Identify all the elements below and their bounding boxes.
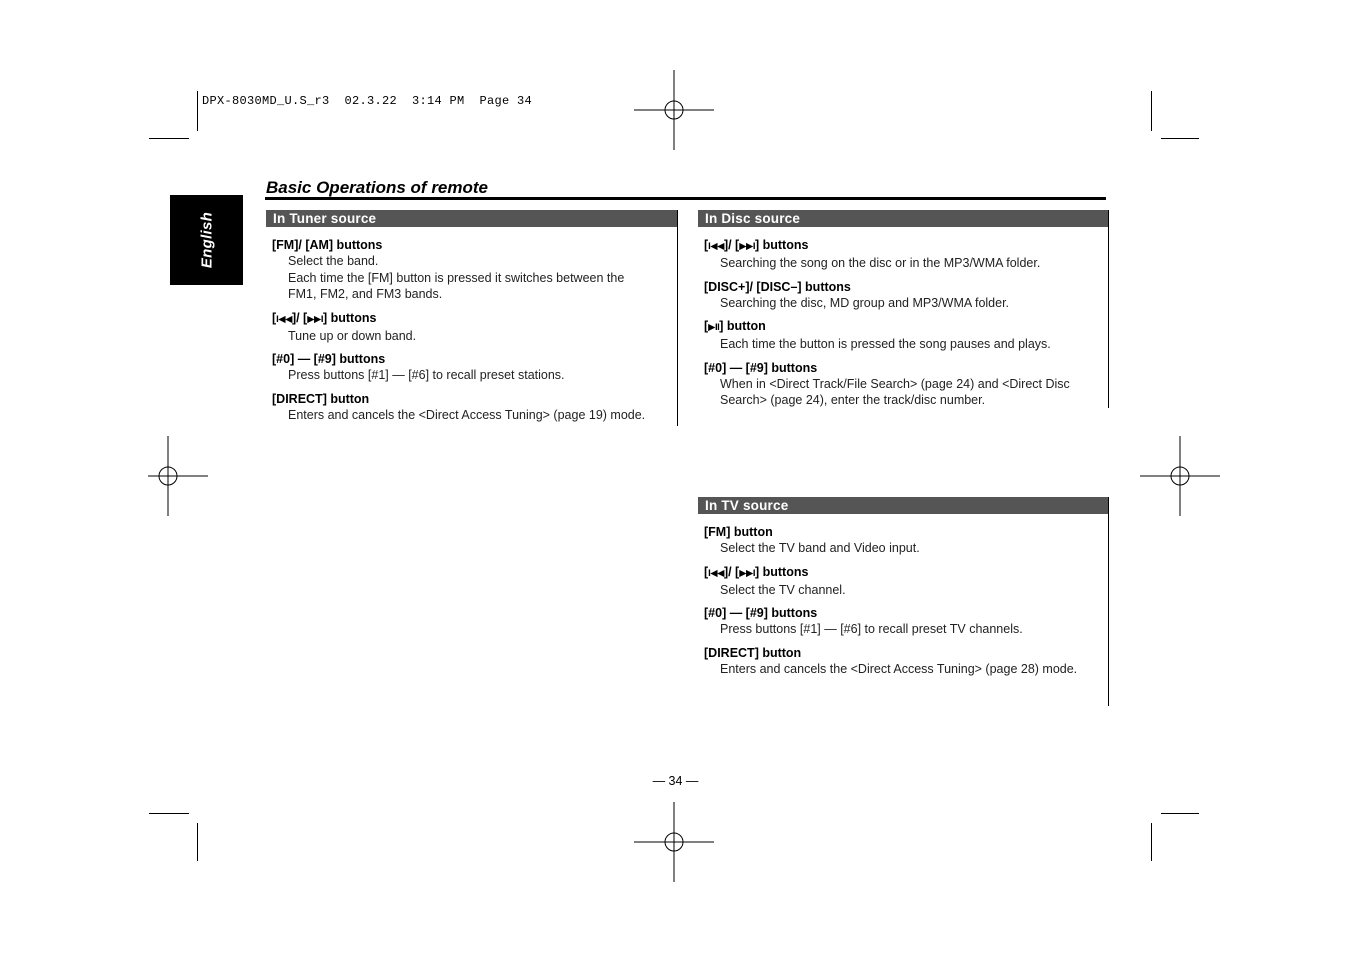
tv-section-title: In TV source <box>698 497 1108 514</box>
item-desc: Select the band. <box>288 254 379 268</box>
list-item <box>704 645 1108 678</box>
list-item <box>272 310 677 345</box>
item-desc: When in <Direct Track/File Search> (page 24) and <Direct Disc <box>720 376 1070 391</box>
item-label: [#0] — [#9] buttons <box>704 606 818 620</box>
registration-mark-bottom <box>634 802 714 882</box>
tuner-section-title: In Tuner source <box>266 210 677 227</box>
list-item <box>704 605 1108 638</box>
list-item <box>704 237 1108 272</box>
next-track-icon: ▶▶I <box>739 241 755 252</box>
list-item <box>272 391 677 424</box>
language-tab-label: English <box>198 211 215 269</box>
registration-mark-top <box>634 70 714 150</box>
item-desc: Press buttons [#1] — [#6] to recall preset TV channels. <box>720 622 1023 636</box>
item-label: [I◀◀]/ [▶▶I] buttons <box>704 564 809 579</box>
list-item <box>272 237 677 303</box>
play-pause-icon: ▶II <box>708 322 720 333</box>
item-label: [DIRECT] button <box>704 645 802 660</box>
page-title: Basic Operations of remote <box>266 178 489 197</box>
item-desc: Search> (page 24), enter the track/disc number. <box>720 393 986 407</box>
item-label: [FM] button <box>704 525 773 539</box>
page-number: — 34 — <box>652 774 699 788</box>
item-label: [I◀◀]/ [▶▶I] buttons <box>272 310 377 325</box>
item-desc: FM1, FM2, and FM3 bands. <box>288 287 443 301</box>
previous-track-icon: I◀◀ <box>708 567 724 579</box>
previous-track-icon: I◀◀ <box>276 313 292 325</box>
tv-section <box>698 497 1109 706</box>
list-item <box>704 360 1108 409</box>
list-item <box>704 524 1108 557</box>
list-item <box>704 564 1108 599</box>
previous-track-icon: I◀◀ <box>708 241 724 252</box>
item-label: [#0] — [#9] buttons <box>272 352 386 366</box>
title-rule <box>265 197 1106 200</box>
registration-mark-right <box>1140 436 1220 516</box>
item-label: [FM]/ [AM] buttons <box>272 238 383 252</box>
item-desc: Tune up or down band. <box>288 328 417 343</box>
item-label: [DIRECT] button <box>272 391 370 406</box>
item-desc: Searching the song on the disc or in the MP3/WMA folder. <box>720 256 1041 270</box>
registration-mark-left <box>128 436 208 516</box>
tuner-section <box>266 210 678 426</box>
item-desc: Each time the button is pressed the song pauses and plays. <box>720 337 1051 351</box>
disc-section-title: In Disc source <box>698 210 1108 227</box>
item-label: [I◀◀]/ [▶▶I] buttons <box>704 238 809 252</box>
item-desc: Select the TV band and Video input. <box>720 541 920 555</box>
item-label: [DISC+]/ [DISC–] buttons <box>704 279 851 294</box>
item-label: [▶II] button <box>704 319 766 333</box>
item-desc: Select the TV channel. <box>720 582 846 597</box>
item-desc: Each time the [FM] button is pressed it switches between the <box>288 270 625 285</box>
next-track-icon: ▶▶I <box>307 313 323 325</box>
item-desc: Enters and cancels the <Direct Access Tuning> (page 19) mode. <box>288 407 646 422</box>
disc-section <box>698 210 1109 408</box>
language-tab <box>170 195 243 285</box>
list-item <box>272 351 677 384</box>
list-item <box>704 279 1108 312</box>
item-desc: Press buttons [#1] — [#6] to recall preset stations. <box>288 368 565 382</box>
item-desc: Searching the disc, MD group and MP3/WMA folder. <box>720 295 1010 310</box>
next-track-icon: ▶▶I <box>739 567 755 579</box>
print-slug-line: DPX-8030MD_U.S_r3 02.3.22 3:14 PM Page 34 <box>202 94 533 108</box>
item-desc: Enters and cancels the <Direct Access Tuning> (page 28) mode. <box>720 661 1078 676</box>
list-item <box>704 318 1108 353</box>
item-label: [#0] — [#9] buttons <box>704 360 818 375</box>
